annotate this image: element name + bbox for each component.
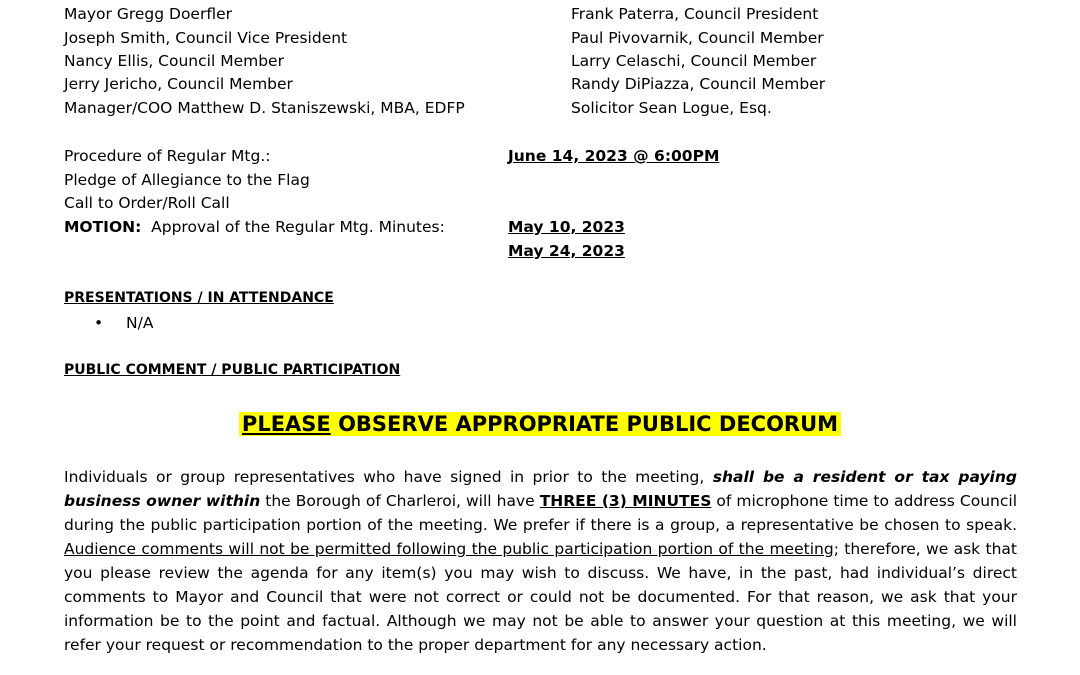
public-comment-heading: PUBLIC COMMENT / PUBLIC PARTICIPATION (64, 362, 401, 378)
paragraph-text: of microphone time to address Council during the public participation portion of the meeting. We prefer if there is a group, a representative be chosen to speak. (64, 492, 1017, 534)
bullet-icon: • (94, 314, 104, 332)
meeting-date: June 14, 2023 @ 6:00PM (508, 147, 720, 165)
minutes-date: May 10, 2023 (508, 218, 625, 236)
attendee-council-member: Randy DiPiazza, Council Member (571, 75, 826, 93)
attendee-council-member: Nancy Ellis, Council Member (64, 52, 284, 70)
list-item-text: N/A (126, 314, 154, 332)
attendee-vice-president: Joseph Smith, Council Vice President (64, 29, 348, 47)
audience-comment-rule: Audience comments will not be permitted following the public participation portion of the meeting (64, 540, 834, 558)
paragraph-text: Individuals or group representatives who have signed in prior to the meeting, (64, 468, 713, 486)
banner-message: OBSERVE APPROPRIATE PUBLIC DECORUM (338, 412, 839, 436)
attendee-president: Frank Paterra, Council President (571, 5, 819, 23)
attendee-council-member: Jerry Jericho, Council Member (64, 75, 293, 93)
list-item (94, 313, 153, 333)
residency-requirement: shall be a resident or tax paying business owner within (64, 468, 1017, 510)
public-participation-paragraph (64, 465, 1017, 657)
attendee-manager: Manager/COO Matthew D. Staniszewski, MBA, EDFP (64, 99, 465, 117)
paragraph-text: the Borough of Charleroi, will have (260, 492, 540, 510)
banner-emphasis: PLEASE (241, 412, 331, 436)
motion-text: Approval of the Regular Mtg. Minutes: (151, 218, 445, 236)
attendee-council-member: Larry Celaschi, Council Member (571, 52, 817, 70)
time-limit: THREE (3) MINUTES (539, 492, 712, 510)
procedure-label: Procedure of Regular Mtg.: (64, 147, 271, 165)
presentations-heading: PRESENTATIONS / IN ATTENDANCE (64, 290, 334, 306)
decorum-banner (0, 409, 1080, 439)
motion-row (64, 217, 445, 237)
attendee-council-member: Paul Pivovarnik, Council Member (571, 29, 824, 47)
minutes-date: May 24, 2023 (508, 242, 625, 260)
paragraph-text: ; therefore, we ask that you please review the agenda for any item(s) you may wish to discuss. We have, in the past, had individual’s direct comments to Mayor and Council that were not correct or could not be documented. For that reason, we ask that your information be to the point and factual. Although we may not be able to answer your question at this meeting, we will refer your request or recommendation to the proper department for any necessary action. (64, 540, 1017, 654)
attendee-solicitor: Solicitor Sean Logue, Esq. (571, 99, 772, 117)
motion-label: MOTION: (64, 218, 142, 236)
call-to-order-item: Call to Order/Roll Call (64, 194, 230, 212)
decorum-banner-text (239, 412, 841, 436)
attendee-mayor: Mayor Gregg Doerfler (64, 5, 233, 23)
pledge-item: Pledge of Allegiance to the Flag (64, 171, 310, 189)
